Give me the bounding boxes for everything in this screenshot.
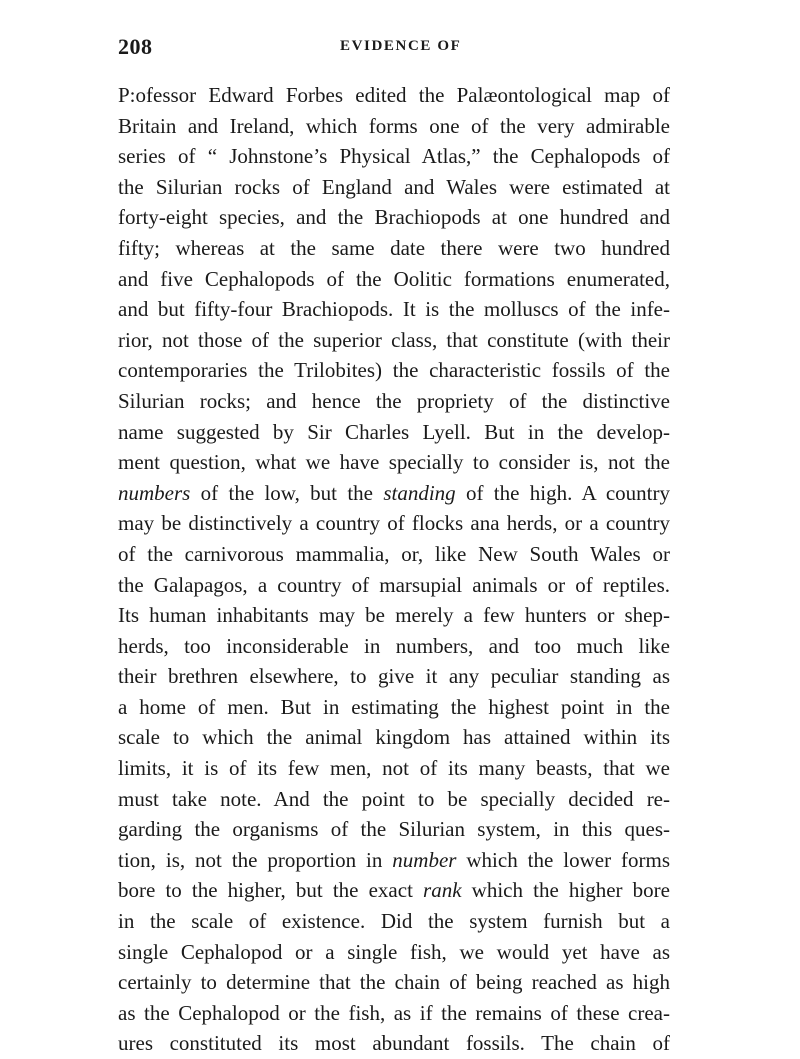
- text-run: fifty; whereas at the same date there were two hundred: [118, 235, 670, 260]
- text-line: [118, 539, 670, 570]
- text-run: which the lower forms: [456, 847, 670, 872]
- text-run: garding the organisms of the Silurian system, in this ques-: [118, 817, 670, 842]
- text-run: of the high. A country: [455, 480, 670, 505]
- text-run: P:ofessor Edward Forbes edited the Palæontological map of: [118, 83, 670, 107]
- text-line: [118, 722, 670, 753]
- text-run: a home of men. But in estimating the highest point in the: [118, 694, 670, 719]
- text-line: [118, 692, 670, 723]
- text-line: [118, 570, 670, 601]
- text-run: bore to the higher, but the exact: [118, 878, 424, 903]
- running-head: [118, 34, 678, 64]
- text-line: [118, 478, 670, 509]
- text-run: as the Cephalopod or the fish, as if the remains of these crea-: [118, 1000, 670, 1025]
- text-run: rior, not those of the superior class, that constitute (with their: [118, 327, 670, 352]
- text-run: their brethren elsewhere, to give it any peculiar standing as: [118, 664, 670, 689]
- text-run: contemporaries the Trilobites) the characteristic fossils of the: [118, 358, 670, 383]
- text-line: [118, 111, 670, 142]
- text-line: [118, 141, 670, 172]
- text-line: [118, 264, 670, 295]
- text-run: limits, it is of its few men, not of its many beasts, that we: [118, 756, 670, 781]
- text-run: forty-eight species, and the Brachiopods at one hundred and: [118, 205, 670, 230]
- text-run: tion, is, not the proportion in: [118, 847, 393, 872]
- text-run: must take note. And the point to be specially decided re-: [118, 786, 670, 811]
- body-text: [118, 80, 670, 1059]
- text-line: [118, 937, 670, 968]
- text-line: [118, 998, 670, 1029]
- text-run: Britain and Ireland, which forms one of the very admirable: [118, 113, 670, 138]
- text-line: [118, 784, 670, 815]
- text-line: [118, 967, 670, 998]
- text-run: the Galapagos, a country of marsupial animals or of reptiles.: [118, 572, 670, 597]
- text-run: which the higher bore: [461, 878, 670, 903]
- text-run: scale to which the animal kingdom has attained within its: [118, 725, 670, 750]
- text-run: Its human inhabitants may be merely a few hunters or shep-: [118, 603, 670, 628]
- running-title: EVIDENCE OF: [340, 38, 462, 54]
- text-line: [118, 172, 670, 203]
- text-run: may be distinctively a country of flocks ana herds, or a country: [118, 511, 670, 536]
- text-line: [118, 753, 670, 784]
- text-line: [118, 233, 670, 264]
- text-line: [118, 355, 670, 386]
- text-line: [118, 386, 670, 417]
- text-run: the Silurian rocks of England and Wales were estimated at: [118, 174, 670, 199]
- text-line: [118, 631, 670, 662]
- text-line: [118, 447, 670, 478]
- page-number: 208: [118, 34, 153, 59]
- text-run: ment question, what we have specially to consider is, not the: [118, 450, 670, 475]
- text-line: [118, 417, 670, 448]
- italic-word: standing: [383, 480, 456, 505]
- text-line: [118, 508, 670, 539]
- text-line: [118, 906, 670, 937]
- text-line: [118, 661, 670, 692]
- text-run: series of “ Johnstone’s Physical Atlas,” the Cephalopods of: [118, 144, 670, 169]
- italic-word: rank: [423, 878, 462, 903]
- text-run: of the low, but the: [190, 480, 384, 505]
- text-run: herds, too inconsiderable in numbers, and too much like: [118, 633, 670, 658]
- text-run: name suggested by Sir Charles Lyell. But in the develop-: [118, 419, 670, 444]
- text-line: [118, 1028, 670, 1059]
- text-line: [118, 294, 670, 325]
- text-run: and five Cephalopods of the Oolitic formations enumerated,: [118, 266, 670, 291]
- text-run: in the scale of existence. Did the system furnish but a: [118, 909, 670, 934]
- text-run: of the carnivorous mammalia, or, like New South Wales or: [118, 541, 670, 566]
- text-line: [118, 875, 670, 906]
- italic-word: number: [392, 847, 457, 872]
- text-run: single Cephalopod or a single fish, we would yet have as: [118, 939, 670, 964]
- text-run: Silurian rocks; and hence the propriety of the distinctive: [118, 388, 670, 413]
- italic-word: numbers: [118, 480, 191, 505]
- text-line: [118, 325, 670, 356]
- text-line: [118, 202, 670, 233]
- text-run: certainly to determine that the chain of being reached as high: [118, 970, 670, 995]
- text-line: [118, 814, 670, 845]
- text-line: [118, 845, 670, 876]
- text-run: and but fifty-four Brachiopods. It is the molluscs of the infe-: [118, 297, 670, 322]
- text-line: [118, 80, 670, 111]
- text-line: [118, 600, 670, 631]
- text-run: ures constituted its most abundant fossils. The chain of: [118, 1031, 670, 1056]
